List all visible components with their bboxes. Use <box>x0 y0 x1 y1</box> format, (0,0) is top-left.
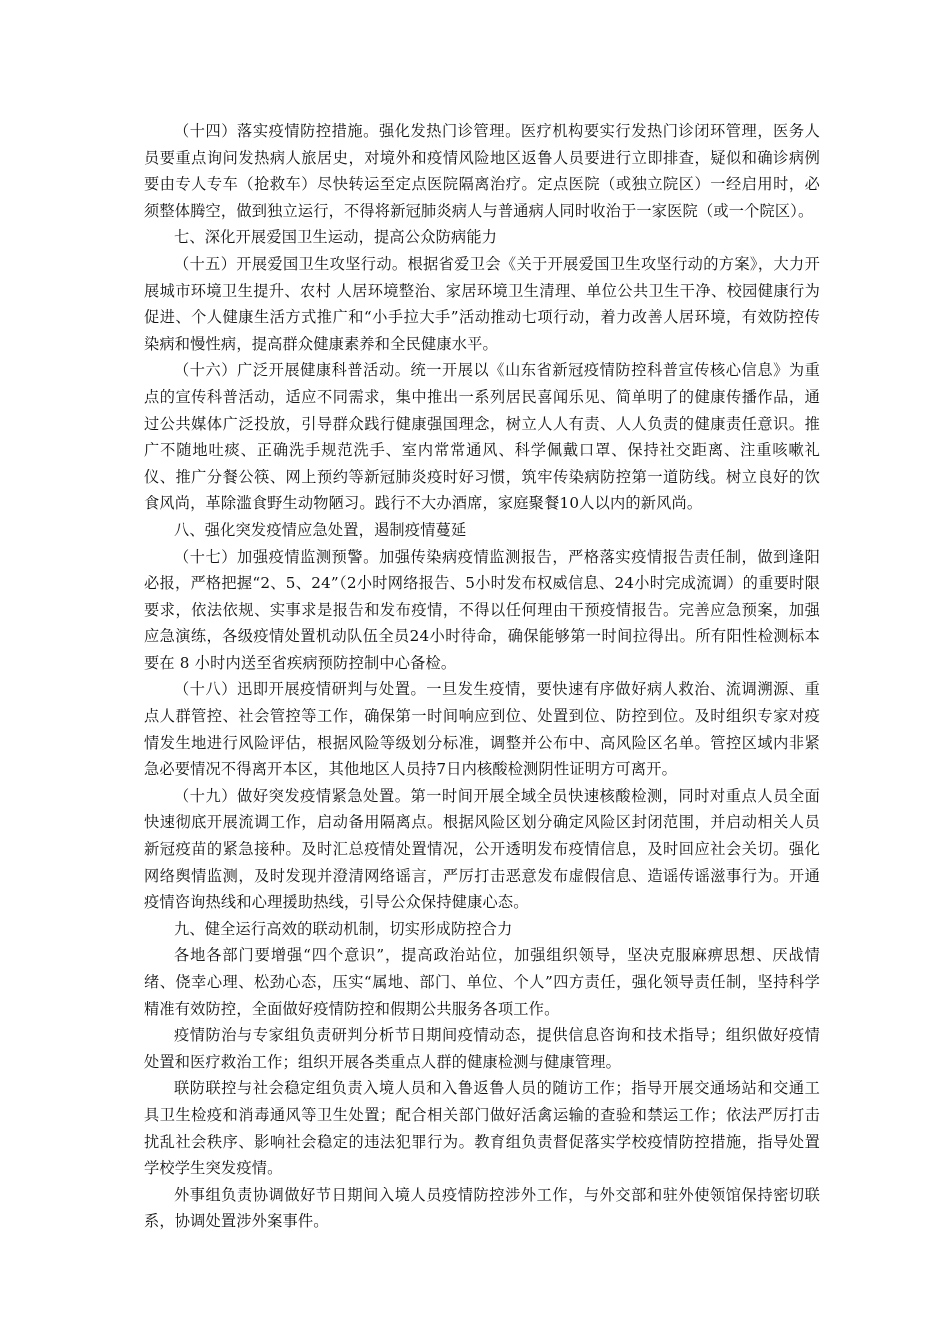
paragraph-16: （十六）广泛开展健康科普活动。统一开展以《山东省新冠疫情防控科普宣传核心信息》为重点的宣传科普活动，适应不同需求，集中推出一系列居民喜闻乐见、简单明了的健康传播作品，通过公共媒体广泛投放，引导群众践行健康强国理念，树立人人有责、人人负责的健康责任意识。推广不随地吐痰、正确洗手规范洗手、室内常常通风、科学佩戴口罩、保持社交距离、注重咳嗽礼仪、推广分餐公筷、网上预约等新冠肺炎疫时好习惯，筑牢传染病防控第一道防线。树立良好的饮食风尚，革除滥食野生动物陋习。践行不大办酒席，家庭聚餐10人以内的新风尚。 <box>144 361 820 513</box>
document-page <box>144 118 820 1235</box>
paragraph-coordination: 各地各部门要增强“四个意识”，提高政治站位，加强组织领导，坚决克服麻痹思想、厌战情绪、侥幸心理、松劲心态，压实“属地、部门、单位、个人”四方责任，强化领导责任制，坚持科学精准有效防控，全面做好疫情防控和假期公共服务各项工作。 <box>144 946 820 1018</box>
paragraph-foreign-affairs-group: 外事组负责协调做好节日期间入境人员疫情防控涉外工作，与外交部和驻外使领馆保持密切联系，协调处置涉外案事件。 <box>144 1185 820 1231</box>
paragraph-19: （十九）做好突发疫情紧急处置。第一时间开展全域全员快速核酸检测，同时对重点人员全面快速彻底开展流调工作，启动备用隔离点。根据风险区划分确定风险区封闭范围，并启动相关人员新冠疫苗的紧急接种。及时汇总疫情处置情况，公开透明发布疫情信息，及时回应社会关切。强化网络舆情监测，及时发现并澄清网络谣言，严厉打击恶意发布虚假信息、造谣传谣滋事行为。开通疫情咨询热线和心理援助热线，引导公众保持健康心态。 <box>144 786 820 912</box>
paragraph-18: （十八）迅即开展疫情研判与处置。一旦发生疫情，要快速有序做好病人救治、流调溯源、重点人群管控、社会管控等工作，确保第一时间响应到位、处置到位、防控到位。及时组织专家对疫情发生地进行风险评估，根据风险等级划分标准，调整并公布中、高风险区名单。管控区域内非紧急必要情况不得离开本区，其他地区人员持7日内核酸检测阴性证明方可离开。 <box>144 680 820 779</box>
section-heading-7: 七、深化开展爱国卫生运动，提高公众防病能力 <box>174 228 498 247</box>
section-heading-8: 八、强化突发疫情应急处置，遏制疫情蔓延 <box>174 520 467 539</box>
paragraph-17: （十七）加强疫情监测预警。加强传染病疫情监测报告，严格落实疫情报告责任制，做到逢阳必报，严格把握“2、5、24”（2小时网络报告、5小时发布权威信息、24小时完成流调）的重要时限要求，依法依规、实事求是报告和发布疫情，不得以任何理由干预疫情报告。完善应急预案，加强应急演练，各级疫情处置机动队伍全员24小时待命，确保能够第一时间拉得出。所有阳性检测标本要在 8 小时内送至省疾病预防控制中心备检。 <box>144 547 820 672</box>
paragraph-expert-group: 疫情防治与专家组负责研判分析节日期间疫情动态，提供信息咨询和技术指导；组织做好疫情处置和医疗救治工作；组织开展各类重点人群的健康检测与健康管理。 <box>144 1026 820 1071</box>
paragraph-joint-control-group: 联防联控与社会稳定组负责入境人员和入鲁返鲁人员的随访工作；指导开展交通场站和交通工具卫生检疫和消毒通风等卫生处置；配合相关部门做好活禽运输的查验和禁运工作；依法严厉打击扰乱社会秩序、影响社会稳定的违法犯罪行为。教育组负责督促落实学校疫情防控措施，指导处置学校学生突发疫情。 <box>144 1079 820 1178</box>
section-heading-9: 九、健全运行高效的联动机制，切实形成防控合力 <box>174 919 513 938</box>
paragraph-14: （十四）落实疫情防控措施。强化发热门诊管理。医疗机构要实行发热门诊闭环管理，医务人员要重点询问发热病人旅居史，对境外和疫情风险地区返鲁人员要进行立即排查，疑似和确诊病例要由专人专车（抢救车）尽快转运至定点医院隔离治疗。定点医院（或独立院区）一经启用时，必须整体腾空，做到独立运行，不得将新冠肺炎病人与普通病人同时收治于一家医院（或一个院区）。 <box>144 122 820 220</box>
paragraph-15: （十五）开展爱国卫生攻坚行动。根据省爱卫会《关于开展爱国卫生攻坚行动的方案》，大力开展城市环境卫生提升、农村 人居环境整治、家居环境卫生清理、单位公共卫生干净、校园健康行为促进、个人健康生活方式推广和“小手拉大手”活动推动七项行动，着力改善人居环境，有效防控传染病和慢性病，提高群众健康素养和全民健康水平。 <box>144 254 820 353</box>
